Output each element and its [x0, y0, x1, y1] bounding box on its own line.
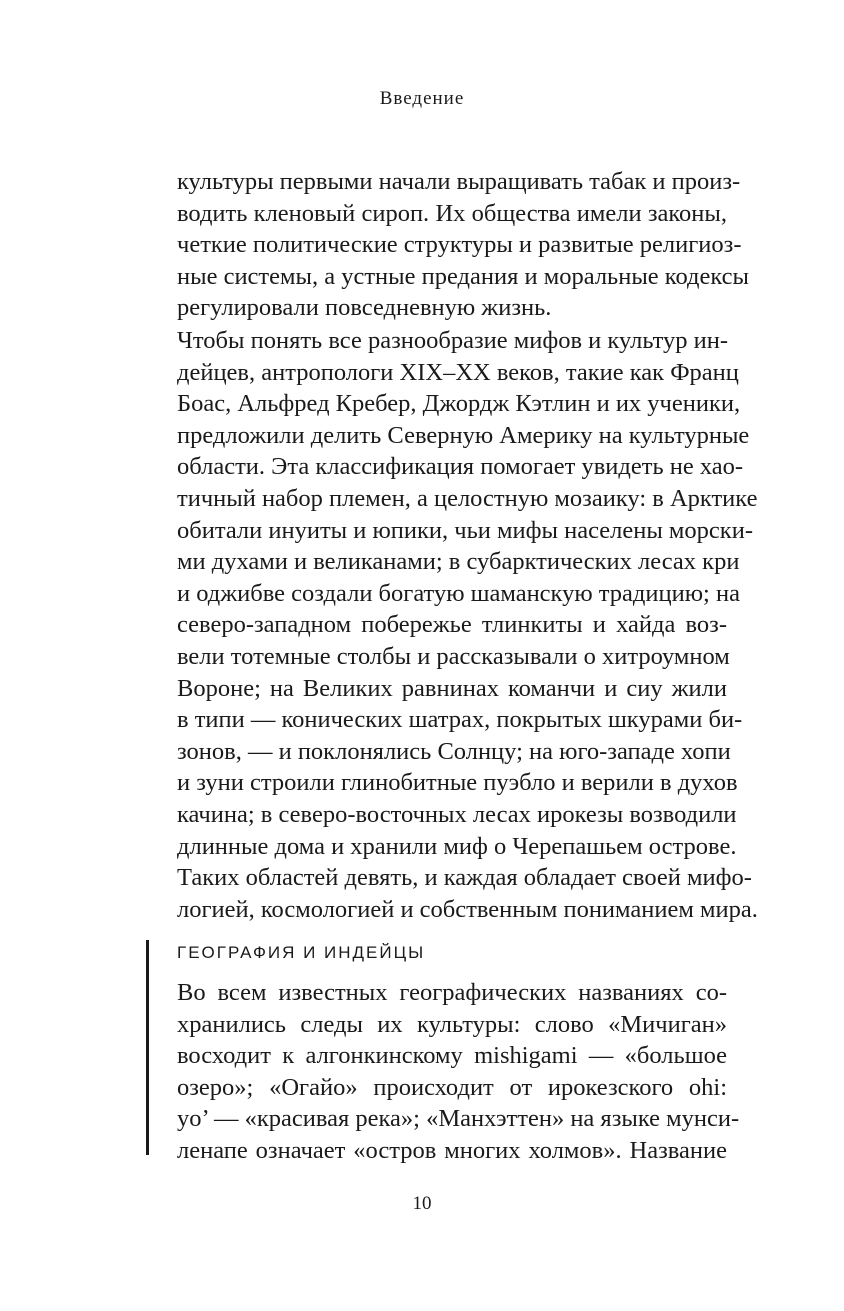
- text-line: и оджибве создали богатую шаманскую традицию; на: [177, 579, 740, 607]
- text-line: предложили делить Северную Америку на культурные: [177, 421, 750, 449]
- text-line: логией, космологией и собственным пониманием мира.: [177, 895, 758, 923]
- sidebar-vertical-rule: [146, 940, 149, 1155]
- text-line: и зуни строили глинобитные пуэбло и верили в духов: [177, 769, 738, 797]
- paragraph-2: [177, 325, 758, 925]
- paragraph-1: [177, 166, 749, 324]
- text-line: длинные дома и хранили миф о Черепашьем острове.: [177, 832, 737, 860]
- text-line: хранились следы их культуры: слово «Мичиган»: [177, 1010, 727, 1038]
- text-line: восходит к алгонкинскому mishigami — «большое: [177, 1042, 727, 1070]
- text-line: озеро»; «Огайо» происходит от ирокезского ohi:: [177, 1073, 727, 1101]
- text-line: дейцев, антропологи XIX–XX веков, такие как Франц: [177, 358, 739, 386]
- text-line: северо-западном побережье тлинкиты и хайда воз-: [177, 611, 727, 639]
- page-number: 10: [412, 1193, 432, 1214]
- text-line: Чтобы понять все разнообразие мифов и культур ин-: [177, 327, 728, 354]
- sidebar-text: [177, 977, 740, 1167]
- text-line: Вороне; на Великих равнинах команчи и сиу жили: [177, 674, 727, 702]
- text-line: вели тотемные столбы и рассказывали о хитроумном: [177, 642, 730, 670]
- text-line: ленапе означает «остров многих холмов». Название: [177, 1136, 727, 1164]
- text-line: тичный набор племен, а целостную мозаику: в Арктике: [177, 484, 758, 512]
- text-line: ми духами и великанами; в субарктических лесах кри: [177, 548, 740, 576]
- text-line: качина; в северо-восточных лесах ирокезы возводили: [177, 800, 737, 828]
- text-line: водить кленовый сироп. Их общества имели законы,: [177, 199, 727, 227]
- text-line: регулировали повседневную жизнь.: [177, 294, 552, 322]
- text-line: обитали инуиты и юпики, чьи мифы населены морски-: [177, 516, 753, 544]
- sidebar-heading: ГЕОГРАФИЯ И ИНДЕЙЦЫ: [177, 943, 426, 962]
- text-line: Во всем известных географических названиях со-: [177, 979, 727, 1006]
- text-line: yo’ — «красивая река»; «Манхэттен» на языке мунси-: [177, 1105, 740, 1133]
- text-line: четкие политические структуры и развитые религиоз-: [177, 231, 742, 259]
- running-head-title: Введение: [379, 88, 465, 109]
- text-line: культуры первыми начали выращивать табак и произ-: [177, 168, 741, 195]
- sidebar-box: [146, 940, 740, 1164]
- text-line: ные системы, а устные предания и моральные кодексы: [177, 262, 749, 290]
- text-line: зонов, — и поклонялись Солнцу; на юго-западе хопи: [177, 737, 731, 765]
- text-line: Боас, Альфред Кребер, Джордж Кэтлин и их ученики,: [177, 390, 741, 418]
- text-line: в типи — конических шатрах, покрытых шкурами би-: [177, 706, 743, 734]
- text-line: Таких областей девять, и каждая обладает своей мифо-: [177, 864, 752, 892]
- text-line: области. Эта классификация помогает увидеть не хао-: [177, 453, 744, 481]
